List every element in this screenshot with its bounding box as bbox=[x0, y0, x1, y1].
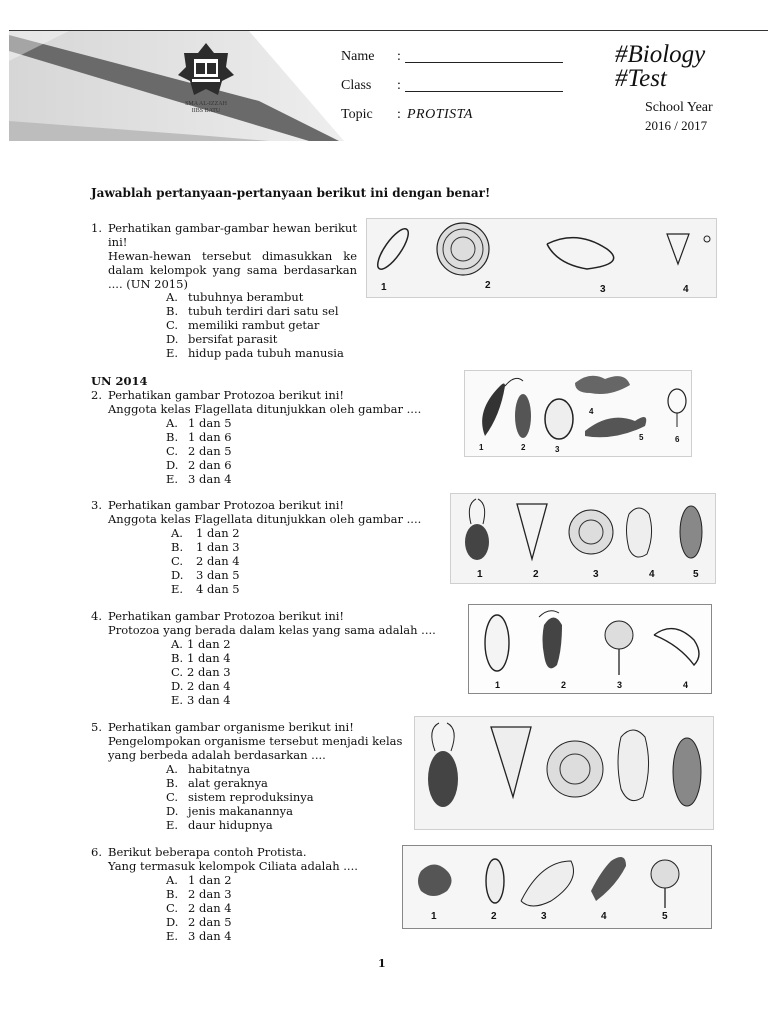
option-key[interactable]: A. bbox=[166, 873, 178, 887]
question-line: Perhatikan gambar Protozoa berikut ini! bbox=[108, 498, 345, 512]
figure-label: 3 bbox=[617, 680, 623, 690]
name-colon: : bbox=[397, 49, 401, 64]
option-text[interactable]: 2 dan 5 bbox=[188, 444, 232, 458]
option-key[interactable]: E. bbox=[171, 693, 184, 707]
option-key[interactable]: B. bbox=[166, 887, 179, 901]
figure-label: 4 bbox=[649, 569, 655, 580]
option-text[interactable]: hidup pada tubuh manusia bbox=[188, 346, 344, 360]
option-text[interactable]: 1 dan 2 bbox=[196, 526, 240, 540]
question-line: yang berbeda adalah berdasarkan .... bbox=[108, 748, 326, 762]
option-key[interactable]: E. bbox=[166, 818, 179, 832]
option-text[interactable]: jenis makanannya bbox=[188, 804, 294, 818]
option-text[interactable]: sistem reproduksinya bbox=[188, 790, 314, 804]
option-key[interactable]: B. bbox=[166, 430, 179, 444]
option-text[interactable]: bersifat parasit bbox=[188, 332, 278, 346]
question-number: 1. bbox=[91, 221, 102, 235]
question-number: 4. bbox=[91, 609, 102, 623]
option-key[interactable]: A. bbox=[166, 416, 178, 430]
class-label: Class bbox=[341, 78, 372, 93]
figure-label: 1 bbox=[479, 443, 484, 452]
question-line: Anggota kelas Flagellata ditunjukkan oleh gambar .... bbox=[108, 402, 422, 416]
figure-label: 2 bbox=[521, 443, 526, 452]
option-key[interactable]: C. bbox=[166, 790, 179, 804]
protozoa-illustration-icon bbox=[451, 494, 715, 583]
question-line: Perhatikan gambar-gambar hewan berikut bbox=[108, 221, 357, 235]
option-key[interactable]: B. bbox=[166, 304, 179, 318]
figure-label: 2 bbox=[533, 569, 539, 580]
option-key[interactable]: C. bbox=[171, 665, 184, 679]
figure-label: 1 bbox=[495, 680, 501, 690]
logo-caption-2: IIBS BATU bbox=[191, 108, 221, 114]
q5-figure bbox=[414, 716, 714, 830]
q6-figure bbox=[402, 845, 712, 929]
option-text[interactable]: tubuhnya berambut bbox=[188, 290, 304, 304]
option-text[interactable]: 2 dan 4 bbox=[187, 679, 231, 693]
figure-label: 1 bbox=[381, 282, 387, 293]
option-key[interactable]: E. bbox=[166, 929, 179, 943]
section-heading: UN 2014 bbox=[91, 374, 148, 388]
option-text[interactable]: 1 dan 4 bbox=[187, 651, 231, 665]
option-text[interactable]: 1 dan 2 bbox=[188, 873, 232, 887]
option-key[interactable]: A. bbox=[166, 762, 178, 776]
option-key[interactable]: E. bbox=[166, 346, 179, 360]
option-key[interactable]: C. bbox=[171, 554, 184, 568]
figure-label: 4 bbox=[589, 407, 594, 416]
topic-colon: : bbox=[397, 107, 401, 122]
option-key[interactable]: D. bbox=[166, 915, 179, 929]
option-text[interactable]: 3 dan 4 bbox=[188, 929, 232, 943]
option-key[interactable]: C. bbox=[166, 901, 179, 915]
question-line: Perhatikan gambar Protozoa berikut ini! bbox=[108, 388, 345, 402]
option-text[interactable]: 1 dan 6 bbox=[188, 430, 232, 444]
instruction-text: Jawablah pertanyaan-pertanyaan berikut ini dengan benar! bbox=[91, 186, 491, 200]
figure-label: 3 bbox=[541, 911, 547, 922]
page-number: 1 bbox=[378, 957, 386, 970]
figure-label: 3 bbox=[593, 569, 599, 580]
question-number: 3. bbox=[91, 498, 102, 512]
class-colon: : bbox=[397, 78, 401, 93]
option-key[interactable]: D. bbox=[166, 332, 179, 346]
question-line: Perhatikan gambar organisme berikut ini! bbox=[108, 720, 354, 734]
figure-label: 3 bbox=[555, 445, 560, 454]
q4-figure bbox=[468, 604, 712, 694]
brand-biology: #Biology bbox=[615, 41, 706, 68]
question-line: ini! bbox=[108, 235, 128, 249]
figure-label: 1 bbox=[477, 569, 483, 580]
option-key[interactable]: A. bbox=[171, 637, 183, 651]
question-number: 5. bbox=[91, 720, 102, 734]
option-text[interactable]: alat geraknya bbox=[188, 776, 268, 790]
figure-label: 2 bbox=[491, 911, 497, 922]
option-key[interactable]: B. bbox=[171, 540, 184, 554]
question-line: Yang termasuk kelompok Ciliata adalah .... bbox=[108, 859, 358, 873]
option-key[interactable]: E. bbox=[171, 582, 184, 596]
figure-label: 4 bbox=[683, 680, 689, 690]
topic-value: PROTISTA bbox=[407, 107, 473, 122]
option-text[interactable]: 1 dan 5 bbox=[188, 416, 232, 430]
logo-caption-1: SMA AL-IZZAH bbox=[185, 101, 227, 107]
option-key[interactable]: A. bbox=[166, 290, 178, 304]
figure-label: 1 bbox=[431, 911, 437, 922]
topic-label: Topic bbox=[341, 107, 373, 122]
protozoa-illustration-icon bbox=[367, 219, 716, 297]
question-line: Anggota kelas Flagellata ditunjukkan oleh gambar .... bbox=[108, 512, 422, 526]
option-key[interactable]: B. bbox=[166, 776, 179, 790]
figure-label: 2 bbox=[485, 280, 491, 291]
figure-label: 5 bbox=[639, 433, 644, 442]
question-line: Perhatikan gambar Protozoa berikut ini! bbox=[108, 609, 345, 623]
question-line: Hewan-hewan tersebut dimasukkan ke bbox=[108, 249, 357, 263]
question-number: 2. bbox=[91, 388, 102, 402]
school-year-value: 2016 / 2017 bbox=[645, 118, 708, 133]
figure-label: 4 bbox=[601, 911, 607, 922]
option-text[interactable]: daur hidupnya bbox=[188, 818, 273, 832]
figure-label: 6 bbox=[675, 435, 680, 444]
option-text[interactable]: 3 dan 4 bbox=[188, 472, 232, 486]
option-key[interactable]: A. bbox=[171, 526, 183, 540]
option-key[interactable]: D. bbox=[171, 679, 184, 693]
option-text[interactable]: 2 dan 3 bbox=[187, 665, 231, 679]
option-key[interactable]: C. bbox=[166, 318, 179, 332]
question-number: 6. bbox=[91, 845, 102, 859]
q1-figure bbox=[366, 218, 717, 298]
option-key[interactable]: E. bbox=[166, 472, 179, 486]
protozoa-illustration-icon bbox=[469, 605, 711, 693]
protozoa-illustration-icon bbox=[465, 371, 691, 456]
option-key[interactable]: D. bbox=[166, 458, 179, 472]
question-line: dalam kelompok yang sama berdasarkan bbox=[108, 263, 357, 277]
question-line: Pengelompokan organisme tersebut menjadi kelas bbox=[108, 734, 403, 748]
school-year-label: School Year bbox=[645, 100, 713, 115]
option-text[interactable]: 2 dan 3 bbox=[188, 887, 232, 901]
option-text[interactable]: 4 dan 5 bbox=[196, 582, 240, 596]
option-text[interactable]: 2 dan 5 bbox=[188, 915, 232, 929]
question-line: Protozoa yang berada dalam kelas yang sama adalah .... bbox=[108, 623, 436, 637]
option-text[interactable]: 2 dan 6 bbox=[188, 458, 232, 472]
option-text[interactable]: habitatnya bbox=[188, 762, 251, 776]
figure-label: 4 bbox=[683, 284, 689, 295]
option-text[interactable]: 2 dan 4 bbox=[188, 901, 232, 915]
option-key[interactable]: B. bbox=[171, 651, 184, 665]
option-key[interactable]: C. bbox=[166, 444, 179, 458]
q3-figure bbox=[450, 493, 716, 584]
figure-label: 3 bbox=[600, 284, 606, 295]
q2-figure bbox=[464, 370, 692, 457]
option-text[interactable]: tubuh terdiri dari satu sel bbox=[188, 304, 339, 318]
question-line: .... (UN 2015) bbox=[108, 277, 188, 291]
protozoa-illustration-icon bbox=[415, 717, 713, 829]
option-text[interactable]: 3 dan 5 bbox=[196, 568, 240, 582]
figure-label: 2 bbox=[561, 680, 567, 690]
figure-label: 5 bbox=[693, 569, 699, 580]
figure-label: 5 bbox=[662, 911, 668, 922]
option-text[interactable]: 3 dan 4 bbox=[187, 693, 231, 707]
option-text[interactable]: 1 dan 3 bbox=[196, 540, 240, 554]
option-text[interactable]: 2 dan 4 bbox=[196, 554, 240, 568]
option-key[interactable]: D. bbox=[166, 804, 179, 818]
question-line: Berikut beberapa contoh Protista. bbox=[108, 845, 307, 859]
brand-test: #Test bbox=[615, 65, 667, 92]
option-text[interactable]: 1 dan 2 bbox=[187, 637, 231, 651]
name-label: Name bbox=[341, 49, 375, 64]
option-key[interactable]: D. bbox=[171, 568, 184, 582]
option-text[interactable]: memiliki rambut getar bbox=[188, 318, 320, 332]
